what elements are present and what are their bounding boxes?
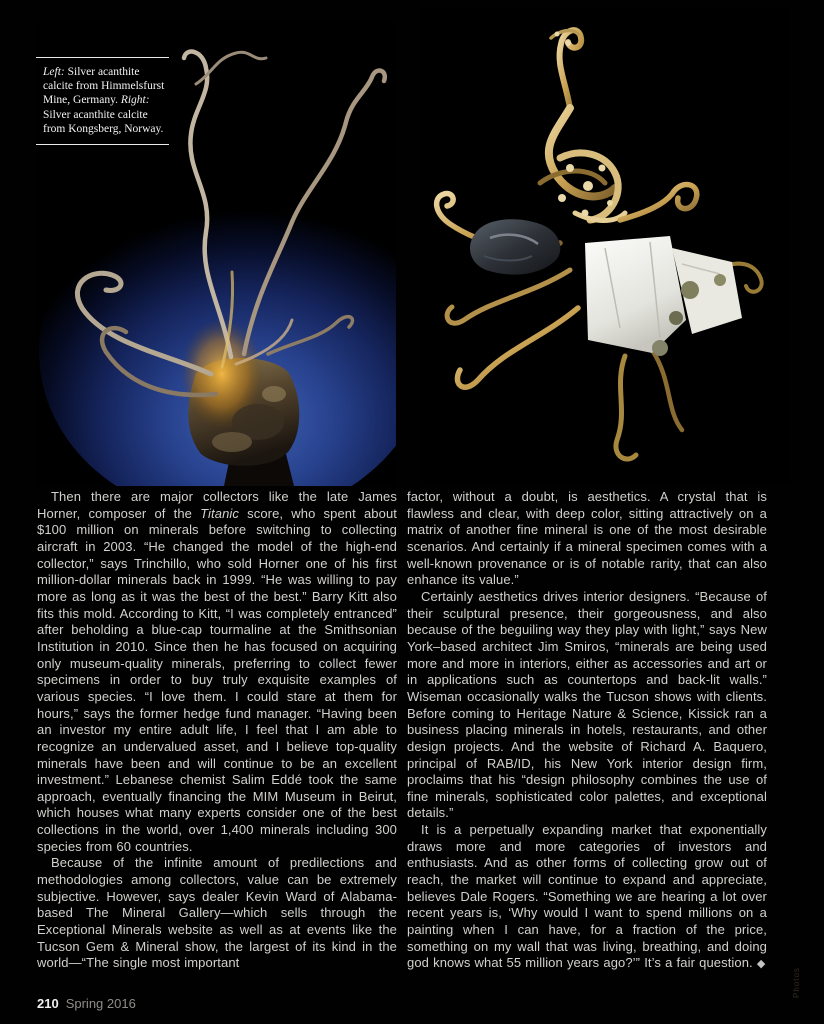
page-number: 210 <box>37 996 59 1011</box>
article-body <box>37 489 767 973</box>
photo-credit-vertical: Photos <box>792 967 801 998</box>
right-column <box>407 489 767 973</box>
paragraph-1-continued: score, who spent about $100 million on minerals before switching to collecting aircraft in 2003. “He changed the model of the high-end collector,” says Trinchillo, who sold Horner one of his first million-dollar minerals back in 1999. “He was willing to pay more as long as it was the best of the best.” Barry Kitt also fits this mold. According to Kitt, “I was completely entranced” after beholding a blue-cap tourmaline at the Smithsonian Institution in 2010. Since then he has focused on acquiring only museum-quality minerals, preferring to collect fewer specimens in order to buy truly exquisite examples of various species. “I love them. I could stare at them for hours,” says the former hedge fund manager. “Having been an investor my entire adult life, I feel that I am able to recognize an undervalued asset, and I believe top-quality minerals have been and will continue to be an excellent investment.” Lebanese chemist Salim Eddé took the same approach, eventually financing the MIM Museum in Beirut, which houses what many experts consider one of the best collections in the world, over 1,400 minerals including 300 species from 60 countries. <box>37 505 397 854</box>
paragraph-5-text: It is a perpetually expanding market that exponentially draws more and more categories of investors and enthusiasts. And as other forms of collecting grow out of reach, the market will continue to expand and appreciate, believes Dale Rogers. “Something we are hearing a lot over recent years is, ‘Why would I want to spend millions on a painting when I can have, for a fraction of the price, something on my wall that was living, breathing, and doing god knows what 55 million years ago?’” It’s a fair question. <box>407 822 767 971</box>
paragraph-2: Because of the infinite amount of predilections and methodologies among collectors, value can be extremely subjective. However, says dealer Kevin Ward of Alabama-based The Mineral Gallery—which sells through the Exceptional Minerals website as well as at events like the Tucson Gem & Mineral show, the largest of its kind in the world—“The single most important <box>37 855 397 971</box>
paragraph-1-text: Then there are major collectors like the late James Horner, composer of the <box>37 489 397 521</box>
issue-label: Spring 2016 <box>65 996 136 1011</box>
photo-caption <box>36 57 169 145</box>
titanic-italic: Titanic <box>200 505 239 521</box>
caption-right-text: Silver acanthite calcite from Kongsberg, Norway. <box>43 108 164 135</box>
page-footer <box>37 996 136 1011</box>
paragraph-5 <box>407 822 767 973</box>
paragraph-3: factor, without a doubt, is aesthetics. A crystal that is flawless and clear, with deep color, sitting attractively on a matrix of another fine mineral is one of the most desirable scenarios. And certainly if a mineral specimen comes with a well-known provenance or is of notable rarity, that can also enhance its value.” <box>407 489 767 588</box>
left-column <box>37 489 397 973</box>
caption-left-label: Left: <box>43 66 65 78</box>
right-specimen-photo <box>420 8 790 484</box>
caption-right-label: Right: <box>120 94 150 107</box>
caption-left-text: Silver acanthite calcite from Himmelsfurst Mine, Germany. <box>43 66 165 107</box>
end-diamond-mark: ◆ <box>756 958 766 971</box>
acanthite-mass <box>470 219 560 274</box>
paragraph-4: Certainly aesthetics drives interior designers. “Because of their sculptural presence, their gorgeousness, and also because of the beguiling way they play with light,” says New York–based architect Jim Smiros, “minerals are being used more and more in interiors, either as accessories and art or in applications such as countertops and back-lit walls.” Wiseman occasionally walks the Tucson shows with clients. Before coming to Heritage Nature & Science, Kissick ran a business placing minerals in hotels, restaurants, and other design projects. And the website of Richard A. Baquero, principal of RAB/ID, his New York interior design firm, proclaims that his “design philosophy combines the use of fine minerals, sophisticated color palettes, and exceptional details.” <box>407 588 767 821</box>
paragraph-1 <box>37 489 397 855</box>
